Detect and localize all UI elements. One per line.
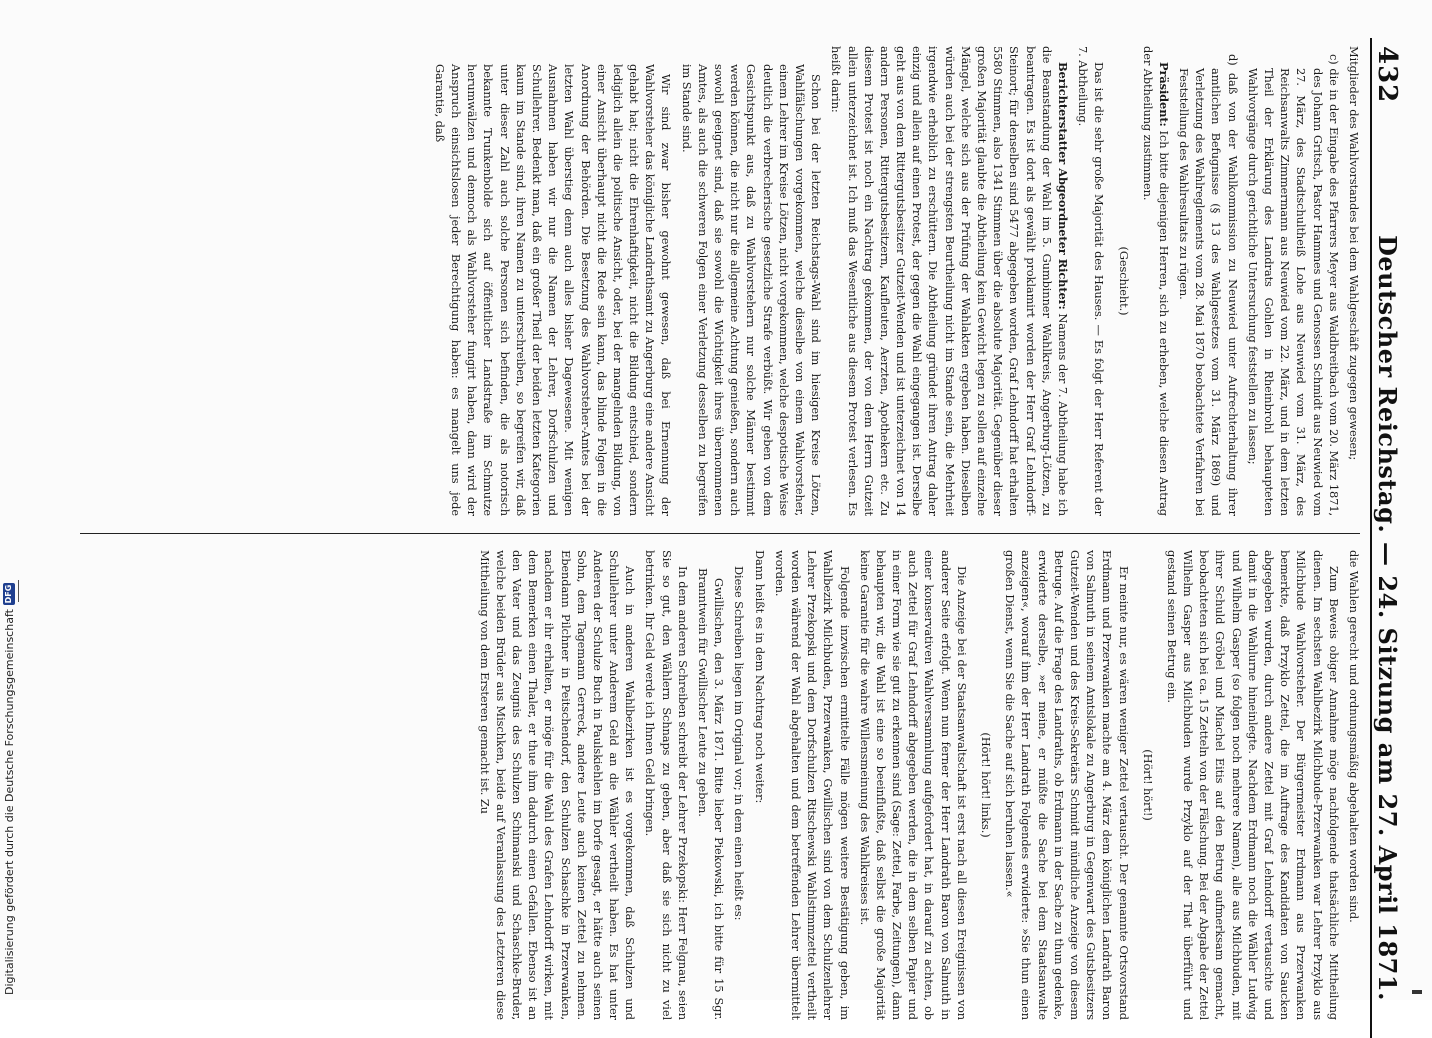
paragraph: die Wahlen gerecht und ordnungsmäßig abgehalten worden sind. bbox=[1347, 550, 1361, 923]
interjection: (Geschieht.) bbox=[1116, 246, 1131, 316]
masthead bbox=[1370, 38, 1406, 1038]
paragraph: Folgende inzwischen ermittelte Fälle mögen weitere Bestätigung geben, im Wahlbezirk Milchbuden, Przerwanken, Gwillischen sind von dem Schulzenlehrer Lehrer Przekopski und dem Dorfschulzen Ritschewski Wahlstimmzettel vertheilt worden während der Wahl abgehalten und dem betreffenden Lehrer übermittelt worden. bbox=[772, 550, 852, 1020]
running-title: Deutscher Reichstag. — 24. Sitzung am 27. April 1871. bbox=[1373, 235, 1402, 1001]
digitization-credit bbox=[2, 395, 16, 995]
interjection: (Hört! hört! links.) bbox=[979, 732, 994, 838]
paragraph: c) die in der Eingabe des Pfarrers Meyer aus Waldbreitbach vom 20. März 1871, des Johann Gritsch, Pastor Hammes und Genossen Schmidt aus Neuwied vom 27. März, des Stadtschultheiß Lohe aus Neuwied vom 31. März, des Reichsanwalts Zimmermann aus Neuwied vom 22. März, und in dem letzten Theil der Erklärung des Landrats Gohlen in Rheinbrohl behaupteten Wahlvorgänge durch gerichtliche Untersuchung feststellen zu lassen; bbox=[1245, 54, 1341, 516]
credit-text: Digitalisierung gefördert durch die Deutsche Forschungsgemeinschaft bbox=[2, 609, 16, 995]
text-column-right bbox=[82, 550, 1362, 1020]
paragraph: Auch in anderen Wahlbezirken ist es vorgekommen, daß Schulzen und Schullehrer unter Anderem Geld an die Wähler vertheilt haben. Es hat unter Anderen der Schulze Buch in Paulskiehlen im Dorfe gesagt, er hätte auch seinen Sohn, dem Tagemann Gerreck, andere Leute auch keinen Zettel zu nehmen. Ebendann Pilchner in Peitschendorf, den Schulzen Schaschke in Przerwanken, nachdem er ihr erhalten, er möge für die Wahl des Grafen Lehndorff wirken, mit dem Bemerken einen Thaler, er thue ihm dadurch einen Gefallen. Ebenso ist an den Vater und das Zeugnis des Schulzen Schimanski und Schaschke-Bruder, welche beiden Brüder aus Mischken, beide auf Veranlassung des Letzteren diese Mittheilung von dem Ersteren gemacht ist. Zu bbox=[477, 550, 638, 1020]
paragraph: Mitglieder des Wahlvorstandes bei dem Wahlgeschäft zugegen gewesen; bbox=[1347, 46, 1361, 461]
paragraph: Wir sind zwar bisher gewohnt gewesen, daß bei Ernennung der Wahlvorsteher das königliche Landrathsamt zu Angerburg eine andere Ansicht gehabt hat; nicht die Ehrenhaftigkeit, nicht die Bildung entschied, sondern lediglich allein die politische Ansicht, oder, bei der mangelnden Bildung, von einer Ansicht überhaupt nicht die Rede sein kann, das blinde Folgen in die Anordnung der Behörden. Die Besetzung des Wahlvorsteher-Amtes bei der letzten Wahl überstieg denn auch alles bisher Dagewesene. Mit wenigen Ausnahmen haben wir nur die Namen der Lehrer, Dorfschulzen und Schullehrer. Bedenkt man, daß ein großer Theil der beiden letzten Kategorien kaum im Stande sind, ihren Namen zu unterschreiben, so begreifen wir, daß unter dieser Zahl auch solche Personen sich befinden, die als notorisch bekannte Trunkenbolde sich auf öffentlicher Landstraße im Schmutze herumwälzen und dennoch als Wahlvorsteher fungirt haben, dann wird der Anspruch einsichtslosen jeder Berechtigung haben: es mangelt uns jede Garantie, daß bbox=[432, 64, 674, 516]
paragraph: Gwillischen, den 3. März 1871. Bitte lieber Piekowski, ich bitte für 15 Sgr. Branntwein für Gwillischer Leute zu geben. bbox=[696, 568, 727, 1020]
dfg-logo-icon: DFG bbox=[4, 584, 13, 604]
paragraph: Berichterstatter Abgeordneter Richter: Namens der 7. Abtheilung habe ich die Beanstandung der Wahl im 5. Gumbinner Wahlkreis, Angerburg-Lötzen, zu beantragen. Es ist dort als gewählt proklamirt worden der Herr Graf Lehndorff-Steinort; für denselben sind 5477 abgegeben worden, Graf Lehndorff hat erhalten 5580 Stimmen, also 1341 Stimmen über die absolute Majorität. Gegenüber dieser großen Majorität glaubte die Abtheilung kein Gewicht legen zu sollen auf einzelne Mängel, welche sich aus der Prüfung der Wahlakten ergeben haben. Dieselben würden auch bei der strengsten Beurtheilung nicht im Stande sein, die Mehrheit irgendwie erheblich zu erschüttern. Die Abtheilung gründet ihren Antrag daher einzig und allein auf einen Protest, der gegen die Wahl eingegangen ist. Derselbe geht aus von dem Rittergutsbesitzer Gutzeit-Wenden und ist unterzeichnet von 14 andern Personen, Rittergutsbesitzern, Kaufleuten, Aerzten, Apothekern etc. Zu diesem Protest ist noch ein Nachtrag gekommen, der von dem Herrn Gutzeit allein unterzeichnet ist. Ich muß das Wesentliche aus diesem Protest verlesen. Es heißt darin: bbox=[829, 46, 1070, 516]
paragraph: In dem anderen Schreiben schreibt der Lehrer Przekopski: Herr Felgnau, seien Sie so gut, den Wählern Schnaps zu geben, aber daß sie sich nicht zu viel betrinken. Ihr Geld werde ich Ihnen Geld bringen. bbox=[643, 550, 690, 1020]
interjection: (Hört! hört!) bbox=[1140, 749, 1155, 821]
page-number: 432 bbox=[1372, 46, 1402, 104]
paragraph: Zum Beweis obiger Annahme möge nachfolgende thatsächliche Mittheilung dienen. Im sechsten Wahlbezirk Milchbude-Przerwanken war Lehrer Przyklo aus Milchbude Wahlvorsteher. Der Bürgermeister Erdmann aus Przerwanken bemerkte, daß Przyklo Zettel, die im Auftrage des Kandidaten von Saucken abgegeben wurden, durch andere Zettel mit Graf Lehndorff vertauschte und damit in die Wahlurne hineinlegte. Nachdem Erdmann noch die Wähler Ludwig und Wilhelm Gasper (so folgen noch mehrere Namen), alle aus Milchbuden, mit ihrer Schuld Gröbel und Miachel Eitis auf den Betrug aufmerksam gemacht, beobachteten sich bei ca. 15 Zetteln von der Fälschung. Bei der Abgabe der Zettel Wilhelm Gasper aus Milchbuden wurde Przyklo auf der That überführt und gestand seinen Betrug ein. bbox=[1164, 550, 1341, 1020]
newspaper-page-rotated bbox=[66, 38, 1406, 1038]
paragraph: Das ist die sehr große Majorität des Hauses. — Es folgt der Herr Referent der 7. Abtheilung. bbox=[1076, 46, 1107, 516]
scan-corner-mark bbox=[1412, 990, 1422, 994]
scan-edge-mark bbox=[18, 580, 19, 602]
paragraph: Diese Schreiben liegen im Original vor; in dem einen heißt es: bbox=[732, 566, 747, 921]
paragraph: Präsident: Ich bitte diejenigen Herren, sich zu erheben, welche diesen Antrag der Abtheilung zustimmen. bbox=[1140, 46, 1171, 516]
paragraph: Die Anzeige bei der Staatsanwaltschaft ist erst nach all diesen Ereignissen von anderer Seite erfolgt. Wenn nun ferner der Herr Landrath Baron von Salmuth in einer konservativen Wahlversammlung aufgefordert hat, in darauf zu achten, ob auch Zettel für Graf Lehndorff abgegeben werden, die in dem selben Papier und in einer Form wie sie gut zu erkennen sind (Sage: Zettel, Farbe, Zeitungen), dann behaupten wir, die Wahl ist eine so beeinflußte, daß selbst die große Majorität keine Garantie für die wahre Willensmeinung des Wahlkreises ist. bbox=[857, 550, 969, 1020]
paragraph: Dann heißt es in dem Nachtrag noch weiter: bbox=[752, 550, 767, 804]
column-divider bbox=[80, 533, 1360, 534]
text-column-left bbox=[82, 46, 1362, 516]
paragraph: Schon bei der letzten Reichstags-Wahl sind im hiesigen Kreise Lötzen, Wahlfälschungen vorgekommen, welche dieselbe von einem Wahlvorsteher, einem Lehrer im Kreise Lötzen, nicht vorgekommen, welche despotische Weise deutlich die verbrecherische gesetzliche Strafe verbüßt. Wir geben von dem Gesichtspunkt aus, daß zu Wahlvorstehern nur solche Männer bestimmt werden können, die nicht nur die allgemeine Achtung genießen, sondern auch sowohl geeignet sind, daß sie sowohl die Wichtigkeit ihres übernommenen Amtes, als auch die schweren Folgen einer Verletzung desselben zu begreifen im Stande sind. bbox=[679, 64, 824, 516]
paragraph: d) daß von der Wahlkommission zu Neuwied unter Aufrechterhaltung ihrer amtlichen Befugnisse (§ 13 des Wahlgesetzes vom 31. März 1869) und Verletzung des Wahlreglements vom 28. Mai 1870 beobachtete Verfahren bei Feststellung des Wahlresultats zu rügen. bbox=[1177, 54, 1240, 516]
paragraph: Er meinte nur, es wären weniger Zettel vertauscht. Der genannte Ortsvorstand Erdmann und Przerwanken machte am 4. März dem königlichen Landrath Baron von Salmuth in seinem Amtslokale zu Angerburg in Gegenwart des Gutsbesitzers Gutzeit-Wenden und des Kreis-Sekretärs Schmidt mündliche Anzeige von diesem Betruge. Auf die Frage des Landraths, ob Erdmann in der Sache zu thun gedenke, erwiderte derselbe, »er meine, er müßte die Sache bei dem Staatsanwalte anzeigen«, worauf ihm der Herr Landrath Folgendes erwiderte: »Sie thun einen großen Dienst, wenn Sie die Sache auf sich beruhen lassen.« bbox=[1003, 550, 1131, 1020]
